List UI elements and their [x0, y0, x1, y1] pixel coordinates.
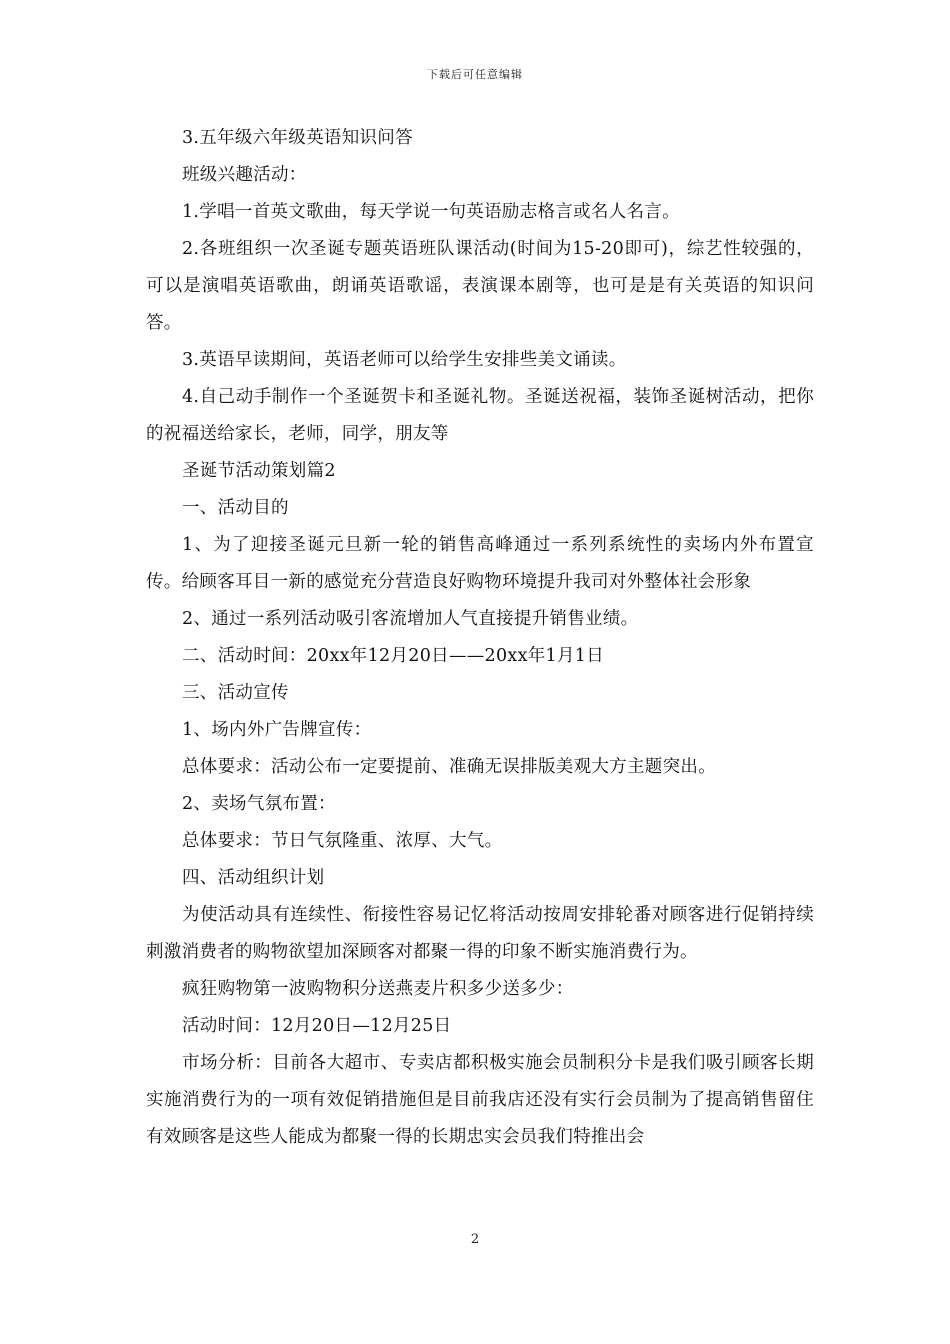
heading: 二、活动时间：20xx年12月20日——20xx年1月1日 [182, 646, 605, 666]
paragraph: 2.各班组织一次圣诞专题英语班队课活动(时间为15-20即可)，综艺性较强的，可以是演唱英语歌曲，朗诵英语歌谣，表演课本剧等，也可是是有关英语的知识问答。 [146, 239, 814, 333]
section-title: 圣诞节活动策划篇2 [182, 461, 336, 481]
paragraph: 疯狂购物第一波购物积分送燕麦片积多少送多少： [182, 979, 574, 999]
paragraph: 活动时间：12月20日—12月25日 [182, 1016, 452, 1036]
paragraph: 为使活动具有连续性、衔接性容易记忆将活动按周安排轮番对顾客进行促销持续刺激消费者的购物欲望加深顾客对都聚一得的印象不断实施消费行为。 [146, 905, 814, 962]
paragraph: 2、通过一系列活动吸引客流增加人气直接提升销售业绩。 [182, 609, 639, 629]
paragraph: 2、卖场气氛布置： [182, 794, 336, 814]
heading: 四、活动组织计划 [182, 868, 325, 888]
heading: 一、活动目的 [182, 498, 289, 518]
paragraph: 1.学唱一首英文歌曲，每天学说一句英语励志格言或名人名言。 [182, 202, 680, 222]
heading: 三、活动宣传 [182, 683, 289, 703]
document-body [146, 120, 814, 1156]
paragraph: 总体要求：活动公布一定要提前、准确无误排版美观大方主题突出。 [182, 757, 716, 777]
page-header: 下载后可任意编辑 [427, 68, 523, 81]
paragraph: 市场分析：目前各大超市、专卖店都积极实施会员制积分卡是我们吸引顾客长期实施消费行为的一项有效促销措施但是目前我店还没有实行会员制为了提高销售留住有效顾客是这些人能成为都聚一得的长期忠实会员我们特推出会 [146, 1053, 814, 1147]
paragraph: 3.英语早读期间，英语老师可以给学生安排些美文诵读。 [182, 350, 627, 370]
paragraph: 1、场内外广告牌宣传： [182, 720, 372, 740]
page-number: 2 [470, 1232, 480, 1247]
paragraph: 4.自己动手制作一个圣诞贺卡和圣诞礼物。圣诞送祝福，装饰圣诞树活动，把你的祝福送给家长，老师，同学，朋友等 [146, 387, 814, 444]
paragraph: 1、为了迎接圣诞元旦新一轮的销售高峰通过一系列系统性的卖场内外布置宣传。给顾客耳目一新的感觉充分营造良好购物环境提升我司对外整体社会形象 [146, 535, 814, 592]
paragraph: 3.五年级六年级英语知识问答 [182, 128, 413, 148]
paragraph: 总体要求：节日气氛隆重、浓厚、大气。 [182, 831, 503, 851]
paragraph: 班级兴趣活动： [182, 165, 307, 185]
